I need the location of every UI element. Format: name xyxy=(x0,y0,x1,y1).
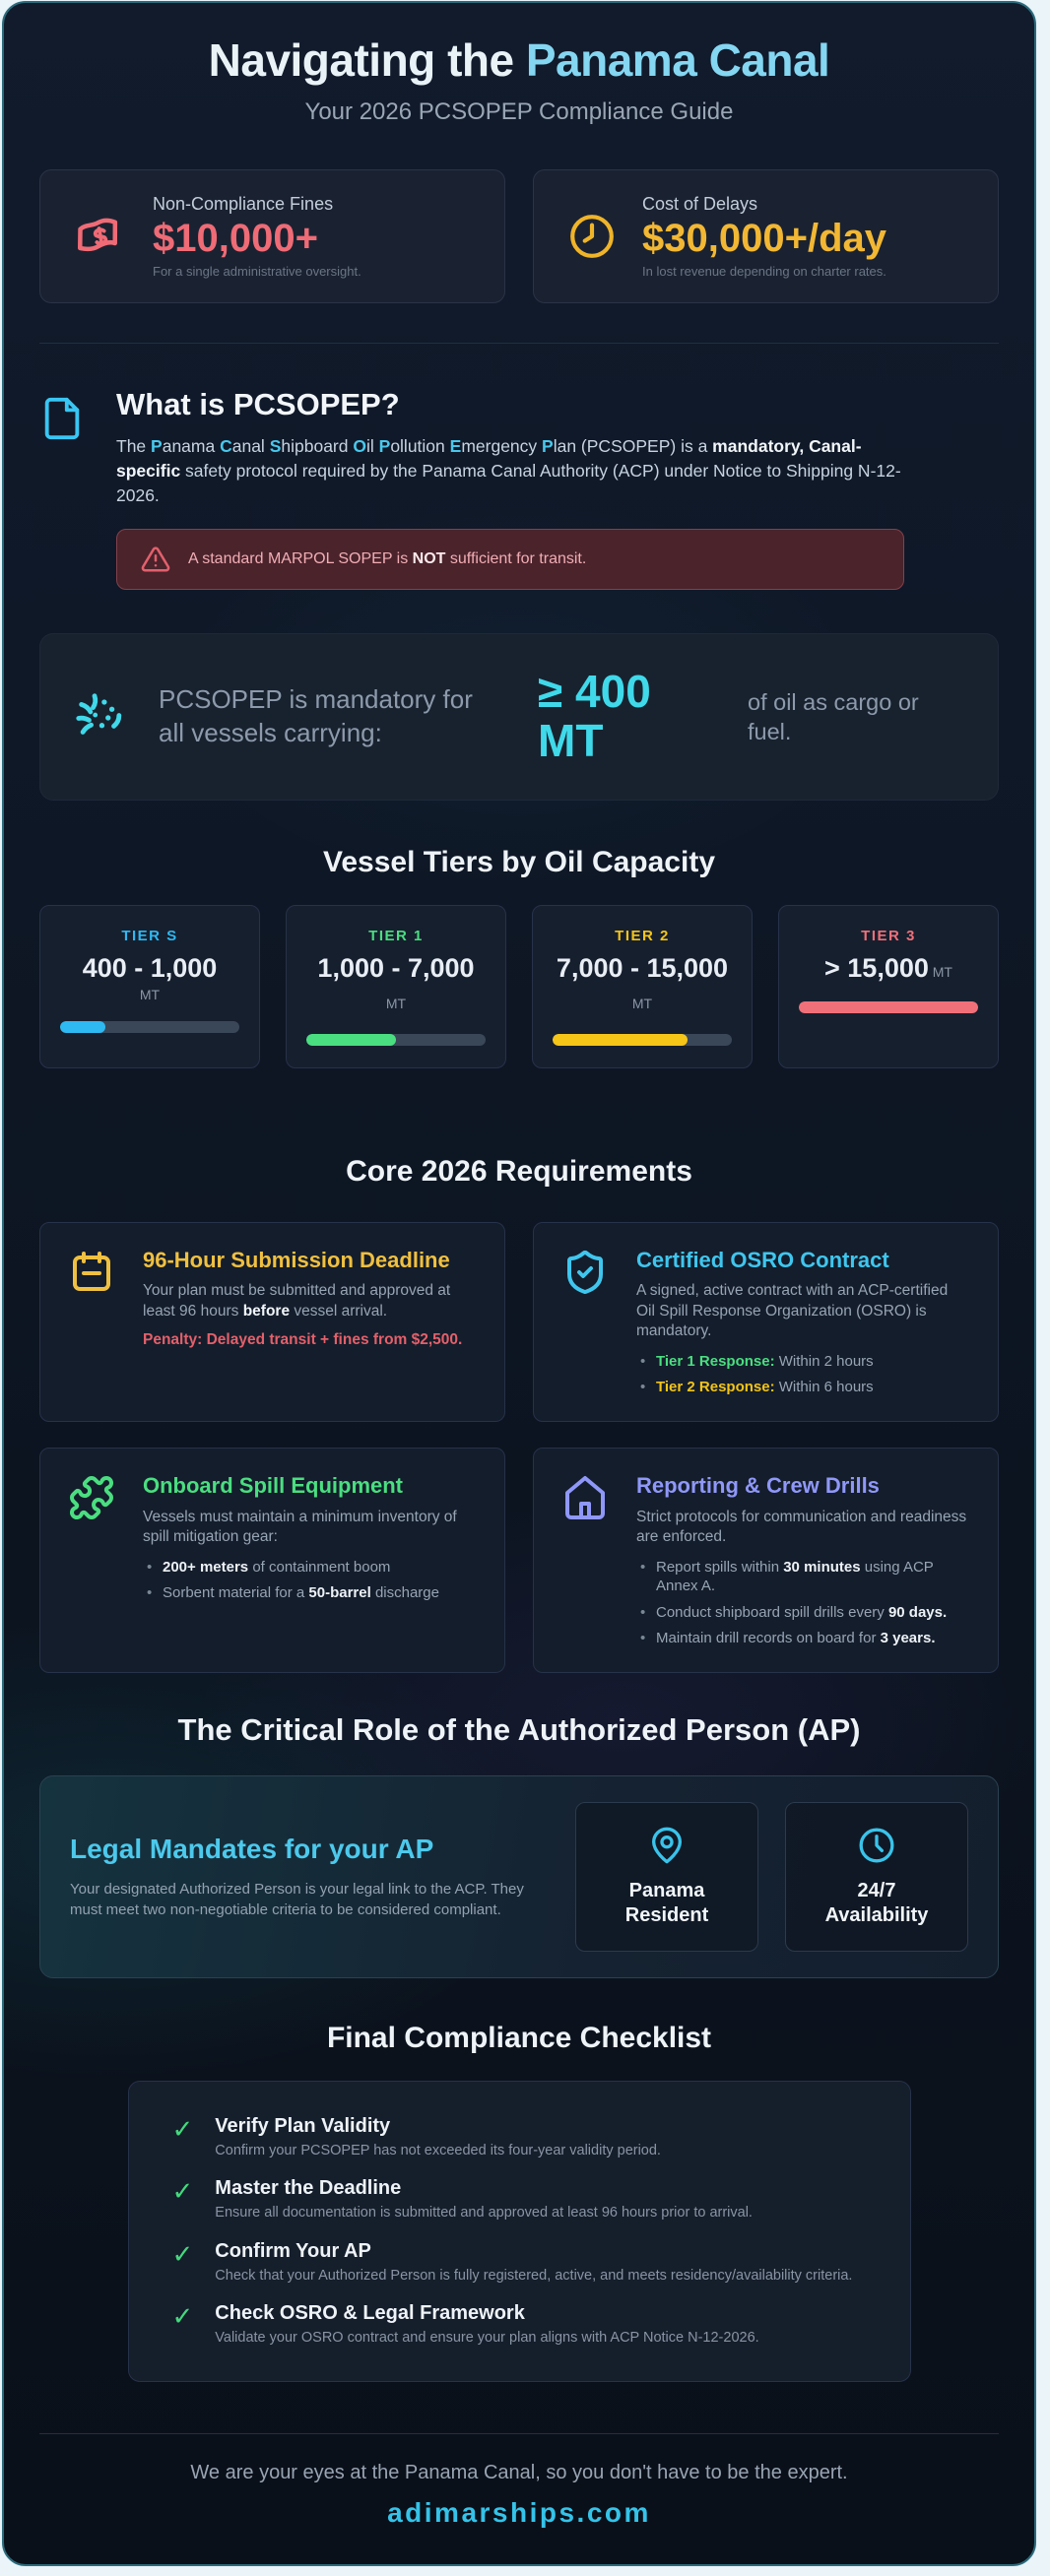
checklist-item xyxy=(172,2302,867,2348)
requirement-description xyxy=(143,1508,477,1548)
check-icon: ✓ xyxy=(171,2113,194,2144)
text-segment: 200+ meters xyxy=(163,1558,249,1576)
text-segment: of containment boom xyxy=(248,1558,391,1576)
tier-card xyxy=(532,905,753,1068)
threshold-value: ≥ 400 MT xyxy=(538,666,651,767)
text-segment: Report spills within xyxy=(656,1558,784,1576)
mandatory-lead-text: PCSOPEP is mandatory for all vessels carrying: xyxy=(159,684,473,748)
text-segment: lan (PCSOPEP) is a xyxy=(553,435,713,456)
tier-progress-fill xyxy=(553,1034,688,1046)
requirements-grid xyxy=(39,1222,999,1673)
stat-note: For a single administrative oversight. xyxy=(153,263,361,279)
checklist-heading: Final Compliance Checklist xyxy=(326,2021,712,2054)
what-body xyxy=(116,387,904,591)
checklist-text xyxy=(215,2177,753,2222)
text-segment: anama xyxy=(162,435,221,456)
tier-label: TIER 1 xyxy=(368,927,424,944)
infographic-page xyxy=(2,1,1036,2566)
footer xyxy=(39,2433,999,2564)
tier-range xyxy=(799,952,978,984)
tier-card xyxy=(778,905,999,1068)
text-segment: Strict protocols for communication and readiness are enforced. xyxy=(636,1508,967,1546)
money-fine-icon xyxy=(74,210,127,263)
criterion-label: 24/7 Availability xyxy=(824,1879,929,1926)
checklist-text xyxy=(215,2115,661,2160)
text-segment: Tier 1 Response: xyxy=(656,1352,775,1370)
text-segment: NOT xyxy=(412,550,446,568)
text-segment: P xyxy=(378,435,391,456)
what-heading: What is PCSOPEP? xyxy=(116,386,400,421)
ap-criterion-card xyxy=(575,1802,758,1952)
requirements-heading: Core 2026 Requirements xyxy=(346,1154,692,1188)
text-segment: A standard MARPOL SOPEP is xyxy=(188,550,413,568)
requirement-bullets xyxy=(636,1558,970,1648)
tier-progress-fill xyxy=(60,1021,105,1033)
stat-note: In lost revenue depending on charter rates. xyxy=(642,263,886,279)
tier-label: TIER S xyxy=(121,927,178,944)
text-segment: E xyxy=(449,435,462,456)
checklist-card xyxy=(128,2081,911,2382)
requirement-description xyxy=(636,1281,970,1341)
text-segment: 3 years. xyxy=(880,1630,936,1647)
text-segment: hipboard xyxy=(281,435,354,456)
footer-divider xyxy=(39,2433,999,2434)
header xyxy=(39,3,999,126)
text-segment: safety protocol required by the Panama Canal Authority (ACP) under Notice to Shipping N-12-2026. xyxy=(116,460,901,505)
location-pin-icon xyxy=(647,1826,687,1865)
checklist-item xyxy=(172,2240,867,2286)
tier-progress-fill xyxy=(799,1001,978,1013)
ap-heading: The Critical Role of the Authorized Person (AP) xyxy=(177,1711,861,1747)
stat-value: $10,000+ xyxy=(153,216,318,260)
tiers-heading: Vessel Tiers by Oil Capacity xyxy=(323,845,715,878)
text-segment: Within 6 hours xyxy=(774,1379,874,1396)
stats-row xyxy=(39,169,999,303)
text-segment: discharge xyxy=(370,1584,439,1602)
non-compliance-fines-card xyxy=(39,169,505,303)
checklist-desc: Ensure all documentation is submitted and approved at least 96 hours prior to arrival. xyxy=(215,2205,753,2222)
checklist-desc: Check that your Authorized Person is fully registered, active, and meets residency/availability criteria. xyxy=(215,2267,853,2284)
tier-range-value: 1,000 - 7,000 xyxy=(317,952,475,983)
spill-equipment-card xyxy=(39,1448,505,1673)
tier-range-value: 400 - 1,000 xyxy=(82,952,218,983)
tier-progress-track xyxy=(553,1034,732,1046)
ap-criteria xyxy=(575,1802,968,1952)
text-segment: Maintain drill records on board for xyxy=(656,1630,881,1647)
title-highlight: Panama Canal xyxy=(525,34,830,86)
checklist-title: Confirm Your AP xyxy=(215,2239,371,2262)
what-is-pcsopep-section xyxy=(39,387,999,591)
tier-range xyxy=(306,952,486,1016)
puzzle-icon xyxy=(68,1474,115,1521)
text-segment: il xyxy=(365,435,379,456)
tier-range xyxy=(60,952,239,1003)
text-segment: C xyxy=(220,435,232,456)
splash-icon xyxy=(72,688,131,745)
warning-triangle-icon xyxy=(141,545,170,574)
checklist-text xyxy=(215,2302,758,2348)
check-icon: ✓ xyxy=(171,2238,194,2269)
tier-unit: MT xyxy=(631,996,653,1012)
text-segment: A signed, active contract with an ACP-certified Oil Spill Response Organization (OSRO) is mandatory. xyxy=(636,1282,949,1340)
title-prefix: Navigating the xyxy=(208,34,526,86)
tier-unit: MT xyxy=(385,996,407,1012)
text-segment: mergency xyxy=(461,435,543,456)
submission-deadline-card xyxy=(39,1222,505,1422)
check-icon: ✓ xyxy=(171,2301,194,2332)
stat-label: Cost of Delays xyxy=(642,193,758,214)
tier-range xyxy=(553,952,732,1016)
requirement-title: Onboard Spill Equipment xyxy=(143,1472,403,1498)
stat-text xyxy=(153,194,361,279)
tier-progress-track xyxy=(799,1001,978,1013)
footer-tagline: We are your eyes at the Panama Canal, so you don't have to be the expert. xyxy=(190,2461,848,2483)
ap-text xyxy=(70,1834,546,1920)
ap-card-body: Your designated Authorized Person is your legal link to the ACP. They must meet two non-negotiable criteria to be considered compliant. xyxy=(70,1880,524,1918)
bullet-item xyxy=(636,1378,970,1397)
tier-unit: MT xyxy=(928,963,952,980)
tier-unit: MT xyxy=(139,987,161,1003)
text-segment: before xyxy=(242,1302,291,1320)
criterion-label: Panama Resident xyxy=(624,1879,709,1926)
checklist-desc: Validate your OSRO contract and ensure your plan aligns with ACP Notice N-12-2026. xyxy=(215,2330,759,2347)
bullet-item xyxy=(636,1352,970,1372)
requirement-content xyxy=(636,1472,970,1648)
ap-card-title: Legal Mandates for your AP xyxy=(70,1833,434,1864)
warning-text xyxy=(188,550,586,568)
mandatory-tail-text: of oil as cargo or fuel. xyxy=(748,688,919,745)
text-segment: Tier 2 Response: xyxy=(656,1379,775,1396)
page-subtitle: Your 2026 PCSOPEP Compliance Guide xyxy=(304,97,734,125)
ap-criterion-card xyxy=(785,1802,968,1952)
text-segment: O xyxy=(353,435,366,456)
text-segment: Sorbent material for a xyxy=(163,1584,309,1602)
tier-progress-fill xyxy=(306,1034,396,1046)
requirement-content xyxy=(143,1247,477,1351)
tier-range-value: > 15,000 xyxy=(824,952,929,983)
checklist-desc: Confirm your PCSOPEP has not exceeded its four-year validity period. xyxy=(215,2142,661,2158)
checklist-text xyxy=(215,2240,852,2286)
clock-icon xyxy=(567,212,617,261)
tier-label: TIER 2 xyxy=(615,927,670,944)
document-icon xyxy=(39,391,85,591)
text-segment: anal xyxy=(231,435,270,456)
text-segment: 30 minutes xyxy=(783,1558,861,1576)
requirement-bullets xyxy=(636,1352,970,1397)
bullet-item xyxy=(636,1603,970,1623)
checklist-title: Master the Deadline xyxy=(215,2177,402,2200)
mandatory-threshold-card xyxy=(39,633,999,800)
bullet-item xyxy=(143,1558,477,1578)
bullet-item xyxy=(636,1558,970,1596)
checklist-item xyxy=(172,2177,867,2222)
tier-range-value: 7,000 - 15,000 xyxy=(556,952,729,983)
website-link[interactable]: adimarships.com xyxy=(387,2496,651,2528)
stat-text xyxy=(642,194,886,279)
page-title xyxy=(39,34,999,87)
text-segment: Vessels must maintain a minimum inventory of spill mitigation gear: xyxy=(143,1508,457,1546)
clock-icon xyxy=(857,1826,896,1865)
penalty-note: Penalty: Delayed transit + fines from $2,500. xyxy=(143,1331,463,1349)
tier-card xyxy=(39,905,260,1068)
text-segment: mandatory, Canal-specific xyxy=(116,435,862,481)
text-segment: P xyxy=(542,435,554,456)
bullet-item xyxy=(636,1629,970,1648)
requirement-title: Certified OSRO Contract xyxy=(636,1247,889,1272)
text-segment: P xyxy=(151,435,163,456)
ap-legal-mandates-card xyxy=(39,1775,999,1978)
text-segment: Your plan must be submitted and approved at least 96 hours xyxy=(143,1282,451,1320)
stat-value: $30,000+/day xyxy=(642,216,886,260)
text-segment: Within 2 hours xyxy=(774,1352,874,1370)
shield-check-icon xyxy=(561,1249,609,1296)
stat-label: Non-Compliance Fines xyxy=(153,193,334,214)
checklist-title: Check OSRO & Legal Framework xyxy=(215,2302,525,2325)
tier-progress-track xyxy=(60,1021,239,1033)
text-segment: S xyxy=(269,435,282,456)
tiers-grid xyxy=(39,905,999,1068)
checklist-title: Verify Plan Validity xyxy=(215,2114,391,2137)
tier-card xyxy=(286,905,506,1068)
requirement-title: Reporting & Crew Drills xyxy=(636,1472,880,1498)
tier-label: TIER 3 xyxy=(861,927,916,944)
house-icon xyxy=(561,1474,609,1521)
text-segment: ollution xyxy=(390,435,450,456)
text-segment: using ACP Annex A. xyxy=(656,1558,934,1595)
check-icon: ✓ xyxy=(171,2176,194,2207)
text-segment: 50-barrel xyxy=(308,1584,371,1602)
calendar-icon xyxy=(68,1249,115,1296)
reporting-drills-card xyxy=(533,1448,999,1673)
text-segment: The xyxy=(116,435,152,456)
text-segment: Conduct shipboard spill drills every xyxy=(656,1603,888,1621)
requirement-content xyxy=(143,1472,477,1603)
osro-contract-card xyxy=(533,1222,999,1422)
text-segment: vessel arrival. xyxy=(290,1302,388,1320)
section-divider xyxy=(39,343,999,344)
what-paragraph xyxy=(116,434,904,508)
text-segment: sufficient for transit. xyxy=(445,550,587,568)
marpol-warning-banner xyxy=(116,529,904,590)
text-segment: 90 days. xyxy=(887,1603,948,1621)
checklist-item xyxy=(172,2115,867,2160)
requirement-description xyxy=(636,1508,970,1548)
requirement-content xyxy=(636,1247,970,1397)
requirement-description xyxy=(143,1281,477,1321)
tier-progress-track xyxy=(306,1034,486,1046)
requirement-title: 96-Hour Submission Deadline xyxy=(143,1247,450,1272)
cost-of-delays-card xyxy=(533,169,999,303)
bullet-item xyxy=(143,1583,477,1603)
requirement-bullets xyxy=(143,1558,477,1603)
